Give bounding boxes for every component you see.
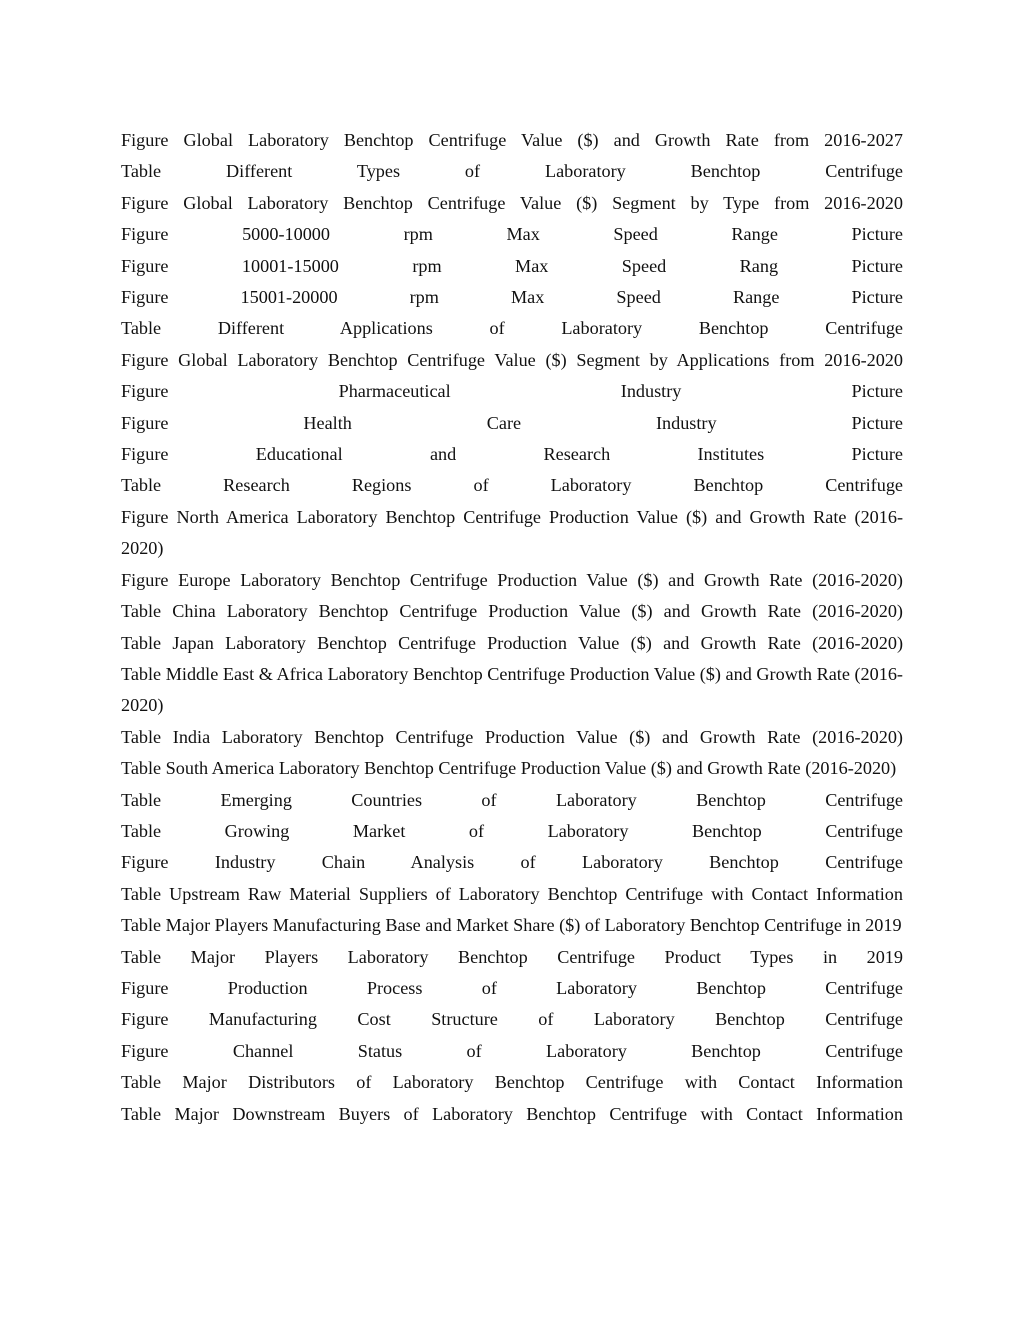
list-item: Table Major Players Manufacturing Base and Market Share ($) of Laboratory Benchtop Centrifuge in 2019 (121, 915, 902, 936)
list-item: Table Different Applications of Laboratory Benchtop Centrifuge (121, 318, 903, 339)
list-item: Figure Educational and Research Institutes Picture (121, 444, 903, 465)
list-item: Figure Global Laboratory Benchtop Centrifuge Value ($) and Growth Rate from 2016-2027 (121, 130, 903, 150)
list-item: Table Middle East & Africa Laboratory Benchtop Centrifuge Production Value ($) and Growth Rate (2016-2020) (121, 663, 903, 716)
list-item: Table Growing Market of Laboratory Benchtop Centrifuge (121, 820, 903, 841)
list-item: Table Major Downstream Buyers of Laboratory Benchtop Centrifuge with Contact Information (121, 1103, 903, 1124)
list-item: Table China Laboratory Benchtop Centrifuge Production Value ($) and Growth Rate (2016-2020) (121, 601, 903, 622)
list-item: Figure 15001-20000 rpm Max Speed Range Picture (121, 287, 903, 308)
list-item: Table Major Distributors of Laboratory Benchtop Centrifuge with Contact Information (121, 1072, 903, 1093)
list-item: Figure 5000-10000 rpm Max Speed Range Picture (121, 224, 903, 245)
list-item: Figure 10001-15000 rpm Max Speed Rang Picture (121, 255, 903, 276)
list-item: Table Upstream Raw Material Suppliers of Laboratory Benchtop Centrifuge with Contact Information (121, 883, 903, 904)
document-body (121, 125, 903, 1130)
list-item: Table Japan Laboratory Benchtop Centrifuge Production Value ($) and Growth Rate (2016-2020) (121, 632, 903, 653)
list-item: Figure Manufacturing Cost Structure of Laboratory Benchtop Centrifuge (121, 1009, 903, 1030)
list-item: Table Different Types of Laboratory Benchtop Centrifuge (121, 161, 903, 182)
list-item: Figure Production Process of Laboratory Benchtop Centrifuge (121, 977, 903, 998)
list-item: Figure North America Laboratory Benchtop Centrifuge Production Value ($) and Growth Rate (2016-2020) (121, 506, 903, 559)
list-item: Table Research Regions of Laboratory Benchtop Centrifuge (121, 475, 903, 496)
list-item: Figure Channel Status of Laboratory Benchtop Centrifuge (121, 1040, 903, 1061)
list-item: Table Major Players Laboratory Benchtop Centrifuge Product Types in 2019 (121, 946, 903, 967)
list-item: Figure Europe Laboratory Benchtop Centrifuge Production Value ($) and Growth Rate (2016-2020) (121, 569, 903, 590)
list-item: Figure Global Laboratory Benchtop Centrifuge Value ($) Segment by Applications from 2016-2020 (121, 349, 903, 370)
list-item: Figure Global Laboratory Benchtop Centrifuge Value ($) Segment by Type from 2016-2020 (121, 192, 903, 213)
list-item: Figure Health Care Industry Picture (121, 412, 903, 433)
list-item: Table Emerging Countries of Laboratory Benchtop Centrifuge (121, 789, 903, 810)
list-item: Table South America Laboratory Benchtop Centrifuge Production Value ($) and Growth Rate (2016-2020) (121, 758, 897, 779)
list-item: Table India Laboratory Benchtop Centrifuge Production Value ($) and Growth Rate (2016-2020) (121, 726, 903, 747)
list-item: Figure Industry Chain Analysis of Laboratory Benchtop Centrifuge (121, 852, 903, 873)
list-item: Figure Pharmaceutical Industry Picture (121, 381, 903, 402)
